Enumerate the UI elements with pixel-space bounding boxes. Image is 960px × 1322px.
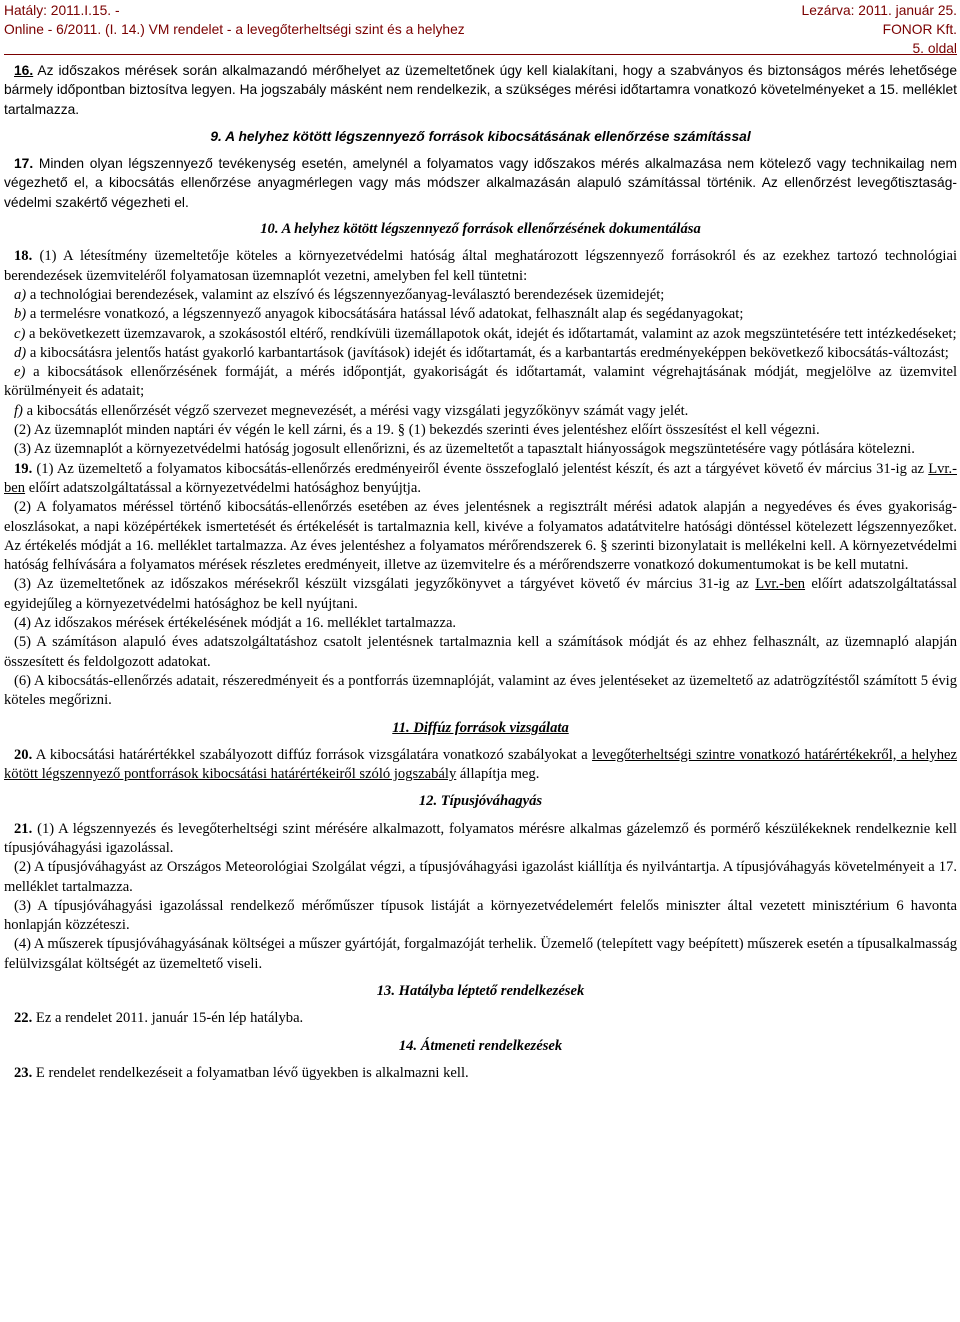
section-number: 23.	[14, 1064, 33, 1081]
section-23: 23. E rendelet rendelkezéseit a folyamatban lévő ügyekben is alkalmazni kell.	[14, 1064, 469, 1081]
list-item-a: a) a technológiai berendezések, valamint az elszívó és légszennyezőanyag-leválasztó berendezések üzemidejét;	[14, 286, 665, 303]
section-number: 16.	[14, 63, 34, 78]
header-left	[4, 1, 465, 39]
section-19-para-3: (3) Az üzemeltetőnek az időszakos mérésekről készült vizsgálati jegyzőkönyvet a tárgyévet követő év március 31-ig az Lvr.-ben előírt adatszolgáltatással egyidejűleg a környezetvédelmi hatósághoz be kell nyújtani.	[4, 576, 957, 612]
section-18	[4, 247, 957, 459]
section-20: 20. A kibocsátási határértékkel szabályozott diffúz források vizsgálatára vonatkozó szabályokat a levegőterheltségi szintre vonatkozó határértékekről, a helyhez kötött légszennyező pontforrások kibocsátási határértékeiről szóló jogszabály állapítja meg.	[4, 746, 957, 783]
list-item-c: c) a bekövetkezett üzemzavarok, a szokásostól eltérő, rendkívüli üzemállapotok okát, idejét és időtartamát, valamint az azok megszüntetésére tett intézkedéseket;	[14, 325, 957, 342]
heading-9: 9. A helyhez kötött légszennyező források kibocsátásának ellenőrzése számítással	[210, 128, 751, 144]
section-21-para-2: (2) A típusjóváhagyást az Országos Meteorológiai Szolgálat végzi, a típusjóváhagyási igazolást kiállítja és nyilvántartja. A típusjóváhagyás követelményeit a 17. melléklet tartalmazza.	[4, 859, 957, 895]
header-right	[802, 1, 957, 58]
section-number: 18.	[14, 248, 33, 265]
section-number: 20.	[14, 746, 33, 763]
section-21	[4, 820, 957, 974]
header-page-number: 5. oldal	[912, 41, 957, 56]
section-21-para-1: 21. (1) A légszennyezés és levegőterheltségi szint mérésére alkalmazott, folyamatos mérésre alkalmas gázelemző és pormérő készülékeknek rendelkeznie kell típusjóváhagyási igazolással.	[4, 820, 957, 856]
heading-14: 14. Átmeneti rendelkezések	[398, 1037, 563, 1054]
section-18-para-2: (2) Az üzemnaplót minden naptári év végén le kell zárni, és a 19. § (1) bekezdés szerinti éves jelentéshez előírt összesítést el kell végezni.	[14, 422, 820, 439]
section-number: 17.	[14, 156, 34, 172]
section-number: 19.	[14, 460, 33, 477]
section-text: Minden olyan légszennyező tevékenység esetén, amelynél a folyamatos vagy időszakos mérés alkalmazása nem kötelező vagy technikailag nem végezhető el, a kibocsátás ellenőrzése anyagmérlegen vagy más módszer alkalmazásán alapuló számítással történik. Az ellenőrzést levegőtisztaság-védelmi szakértő végezheti el.	[4, 156, 957, 210]
heading-10: 10. A helyhez kötött légszennyező források ellenőrzésének dokumentálása	[260, 221, 701, 238]
heading-11: 11. Diffúz források vizsgálata	[392, 719, 569, 736]
list-item-e: e) a kibocsátások ellenőrzésének formáját, a mérés időpontját, gyakoriságát és időtartamát, valamint végrehajtásának módját, megjelölve az üzemvitel körülményeit és adatait;	[4, 364, 957, 400]
section-21-para-3: (3) A típusjóváhagyási igazolással rendelkező mérőműszer típusok listáját a környezetvédelemért felelős miniszter által vezetett minisztérium 6 havonta honlapján közzéteszi.	[4, 897, 957, 934]
section-number: 21.	[14, 820, 33, 837]
section-number: 22.	[14, 1010, 33, 1027]
list-item-d: d) a kibocsátásra jelentős hatást gyakorló karbantartások (javítások) idejét és időtartamát, és a karbantartás eredményeképpen bekövetkező kibocsátás-változást;	[14, 344, 949, 361]
section-19-para-6: (6) A kibocsátás-ellenőrzés adatait, részeredményeit és a pontforrás üzemnaplóját, valamint az éves jelentéseket az üzemeltető az adatrögzítéstől számított 5 évig köteles megőrizni.	[4, 672, 957, 709]
section-19-para-5: (5) A számításon alapuló éves adatszolgáltatáshoz csatolt jelentésnek tartalmaznia kell a számítások módját és az ehhez felhasznált, az üzemnapló alapján összesített és feldolgozott adatokat.	[4, 634, 957, 670]
section-19-para-4: (4) Az időszakos mérések értékelésének módját a 16. melléklet tartalmazza.	[14, 615, 457, 632]
section-16	[4, 61, 957, 119]
document-body	[4, 61, 957, 1083]
section-18-para-1: 18. (1) A létesítmény üzemeltetője köteles a környezetvédelmi hatóság által meghatározott légszennyező forrásokról és az ezekhez tartozó technológiai berendezések üzemviteléről folyamatosan üzemnaplót vezetni, amelyben fel kell tüntetni:	[4, 248, 957, 284]
list-item-f: f) a kibocsátás ellenőrzését végző szervezet megnevezését, a mérési vagy vizsgálati jegyzőkönyv számát vagy jelét.	[14, 402, 689, 419]
regulation-link[interactable]: levegőterheltségi szintre vonatkozó határértékekről, a helyhez kötött légszennyező pontforrások kibocsátási határértékeiről szóló jogszabály	[4, 746, 957, 783]
header-divider	[4, 54, 957, 55]
page-header	[4, 0, 957, 56]
section-18-para-3: (3) Az üzemnaplót a környezetvédelmi hatóság jogosult ellenőrizni, és az üzemeltetőt a tapasztalt hiányosságok megszüntetésére vagy pótlására kötelezni.	[14, 441, 915, 458]
header-document-title: Online - 6/2011. (I. 14.) VM rendelet - a levegőterheltségi szint és a helyhez	[4, 22, 465, 37]
section-17	[4, 154, 957, 212]
section-19-para-1: 19. (1) Az üzemeltető a folyamatos kibocsátás-ellenőrzés eredményeiről évente összefoglaló jelentést készít, és azt a tárgyévet követő év március 31-ig az Lvr.-ben előírt adatszolgáltatással a környezetvédelmi hatósághoz benyújtja.	[4, 460, 957, 496]
section-text: Az időszakos mérések során alkalmazandó mérőhelyet az üzemeltetőnek úgy kell kialakítani, hogy a szabványos és biztonságos mérés lehetősége bármely időpontban biztosítva legyen. Ha jogszabály másként nem rendelkezik, a szükséges mérési időtartamra vonatkozó követelményeket a 15. melléklet tartalmazza.	[4, 63, 957, 117]
list-item-b: b) a termelésre vonatkozó, a légszennyező anyagok kibocsátására hatással lévő adatokat, felhasznált alap és segédanyagokat;	[14, 306, 744, 323]
section-19	[4, 460, 957, 711]
section-19-para-2: (2) A folyamatos méréssel történő kibocsátás-ellenőrzés esetében az éves jelentésnek a regisztrált mérési adatok alapján a negyedéves és éves gyakoriság-eloszlásokat, a napi középértékek ismertetését és értékelését is tartalmaznia kell, kivéve a folyamatos adatátvitelre hatósági döntéssel kötelezett légszennyezőket. Az értékelés módját a 16. melléklet tartalmazza. Az éves jelentéshez a folyamatos mérőrendszerek 6. § szerinti bizonylatait is mellékelni kell. A környezetvédelmi hatóság felhívására a folyamatos mérések részletes eredményeit, illetve az üzemvitelre és a mérőrendszerre vonatkozó dokumentumokat is be kell mutatni.	[4, 499, 957, 574]
lvr-link[interactable]: Lvr.-ben	[755, 576, 806, 593]
lvr-link[interactable]: Lvr.-ben	[4, 460, 957, 496]
heading-13: 13. Hatályba léptető rendelkezések	[376, 983, 585, 1000]
header-validity: Hatály: 2011.I.15. -	[4, 3, 120, 18]
section-21-para-4: (4) A műszerek típusjóváhagyásának költségei a műszer gyártóját, forgalmazóját terhelik. Üzemelő (telepített vagy beépített) műszerek esetén a típusalkalmasság felülvizsgálat költségét az üzemeltető viseli.	[4, 936, 957, 972]
header-publisher: FONOR Kft.	[882, 22, 957, 37]
header-closed-date: Lezárva: 2011. január 25.	[801, 3, 957, 18]
heading-12: 12. Típusjóváhagyás	[418, 793, 543, 810]
section-22: 22. Ez a rendelet 2011. január 15-én lép hatályba.	[14, 1010, 304, 1027]
